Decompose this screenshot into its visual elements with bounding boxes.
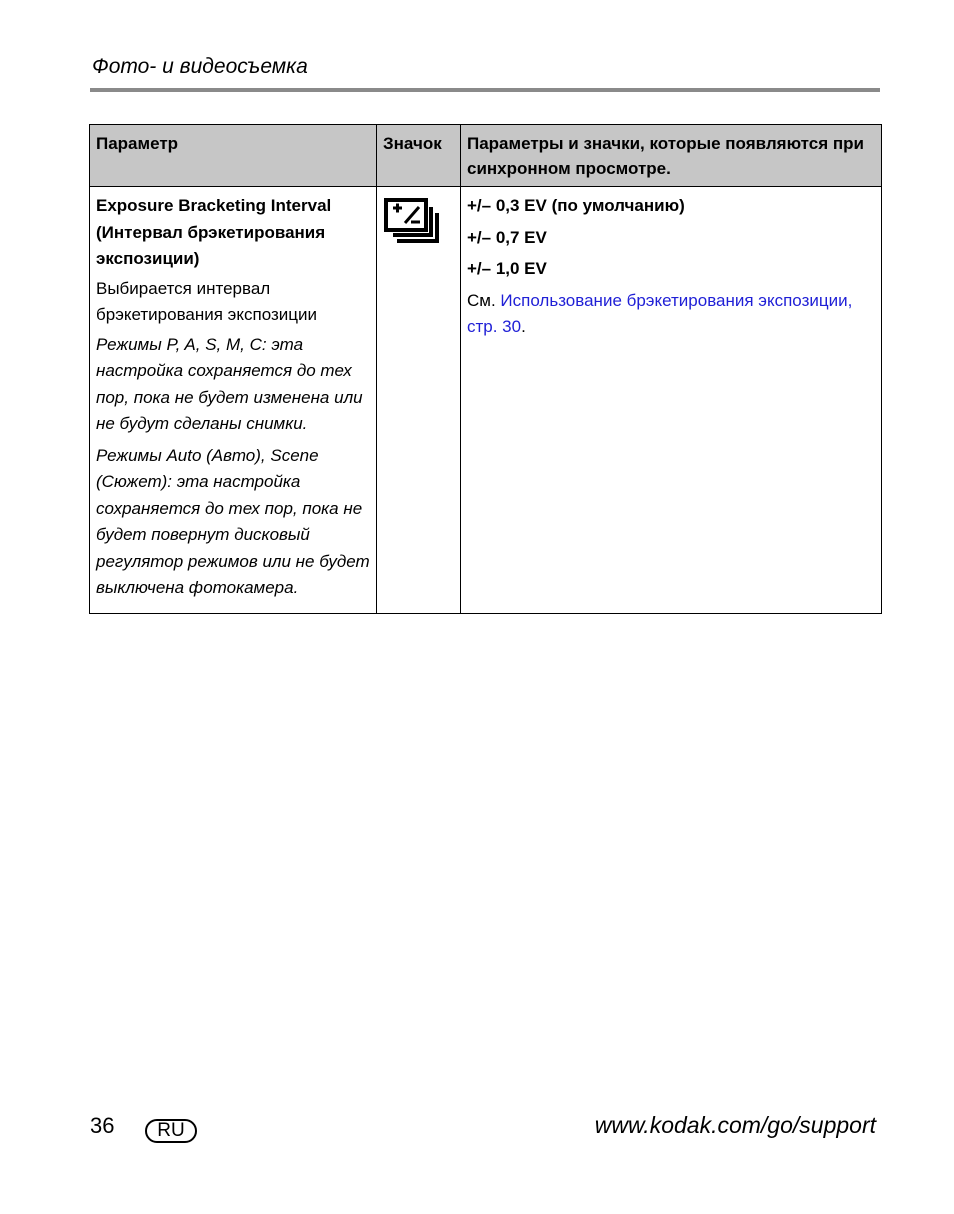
table-header-row — [90, 125, 882, 187]
option-0-7ev: +/– 0,7 EV — [467, 227, 547, 247]
column-header-parameter: Параметр — [90, 125, 377, 187]
table-row — [90, 187, 882, 614]
parameter-cell — [90, 187, 377, 614]
header-rule — [90, 88, 880, 92]
see-reference — [467, 288, 875, 341]
page-number: 36 — [90, 1113, 115, 1138]
language-badge: RU — [145, 1119, 197, 1143]
column-header-icon: Значок — [377, 125, 461, 187]
exposure-bracketing-icon — [383, 197, 445, 249]
parameter-description: Выбирается интервал брэкетирования экспозиции — [96, 278, 317, 324]
column-header-options: Параметры и значки, которые появляются при синхронном просмотре. — [461, 125, 882, 187]
option-0-3ev: +/– 0,3 EV (по умолчанию) — [467, 196, 685, 215]
parameter-note-pasmc: Режимы P, A, S, M, C: эта настройка сохраняется до тех пор, пока не будет изменена или не будут сделаны снимки. — [96, 334, 363, 433]
support-url[interactable]: www.kodak.com/go/support — [594, 1112, 876, 1138]
options-cell — [461, 187, 882, 614]
see-prefix: См. — [467, 290, 501, 310]
section-title: Фото- и видеосъемка — [92, 55, 308, 78]
see-suffix: . — [521, 317, 526, 336]
parameter-title: Exposure Bracketing Interval (Интервал брэкетирования экспозиции) — [96, 196, 332, 268]
bracketing-page-link[interactable]: Использование брэкетирования экспозиции, стр. 30 — [467, 290, 853, 336]
icon-cell — [377, 187, 461, 614]
option-1-0ev: +/– 1,0 EV — [467, 259, 547, 278]
parameters-table — [89, 124, 882, 614]
parameter-note-auto-scene: Режимы Auto (Авто), Scene (Сюжет): эта настройка сохраняется до тех пор, пока не будет повернут дисковый регулятор режимов или не будет выключена фотокамера. — [96, 445, 370, 597]
